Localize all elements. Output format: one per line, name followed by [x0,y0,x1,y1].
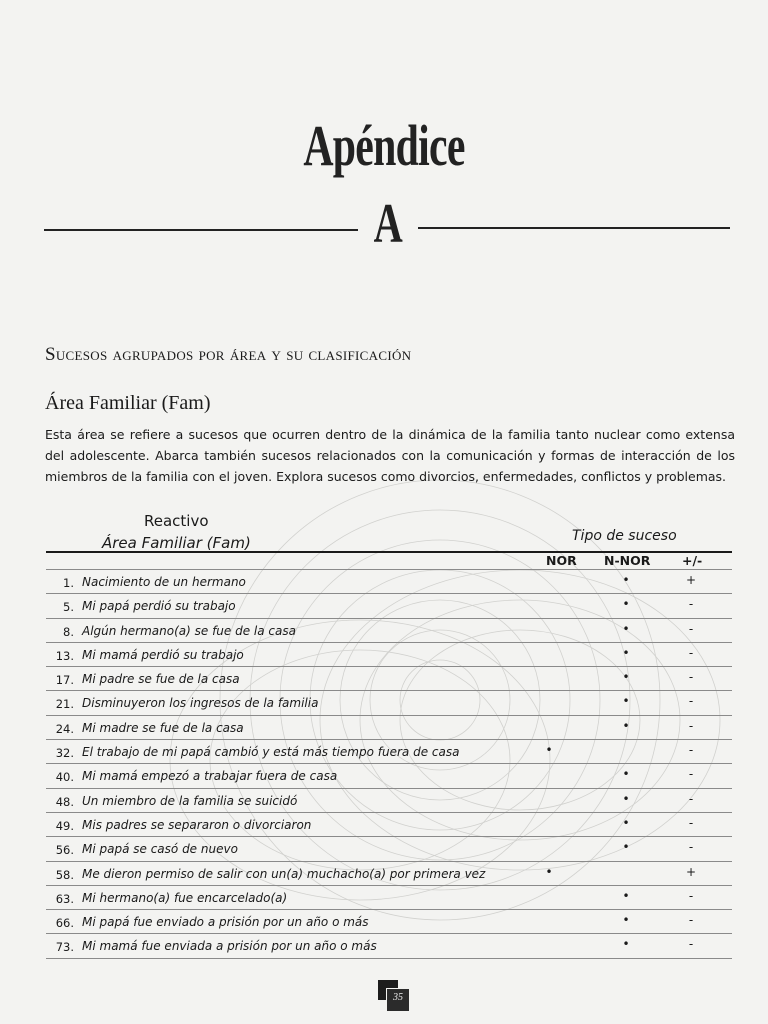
table-column-header [102,510,251,554]
table-row [46,618,732,642]
reactivo-label: Reactivo [144,512,209,530]
row-sign: - [688,840,694,855]
row-number: 40. [55,770,74,785]
table-row [46,788,732,812]
area-subheading: Área Familiar (Fam) [45,392,211,414]
row-number: 5. [63,600,74,615]
row-number: 13. [55,648,74,663]
row-number: 73. [55,940,74,955]
row-text: El trabajo de mi papá cambió y está más tiempo fuera de casa [82,745,460,760]
page-number-badge [378,980,410,1010]
table-row [46,933,732,958]
row-nnor-mark: • [622,840,630,855]
row-number: 24. [55,721,74,736]
row-sign: - [688,815,694,830]
row-nnor-mark: • [622,937,630,952]
event-table [46,569,732,959]
table-row [46,593,732,617]
row-number: 1. [63,576,74,590]
row-sign: + [685,573,697,587]
table-row [46,642,732,666]
row-text: Mi padre se fue de la casa [82,672,240,687]
row-nnor-mark: • [622,791,630,806]
row-number: 56. [55,843,74,858]
table-row [46,569,732,593]
row-sign: - [688,718,694,733]
event-type-header: Tipo de suceso [572,528,677,544]
table-row [46,861,732,885]
row-sign: - [688,645,694,660]
row-text: Mi madre se fue de la casa [82,720,244,735]
row-number: 66. [55,916,74,931]
table-row [46,715,732,739]
row-text: Mi papá se casó de nuevo [82,842,238,857]
row-text: Mi mamá fue enviada a prisión por un año o más [82,939,377,954]
row-sign: - [688,743,694,758]
row-text: Mi papá fue enviado a prisión por un año o más [82,915,369,930]
row-nnor-mark: • [622,621,630,636]
row-text: Mi mamá perdió su trabajo [82,647,244,662]
table-row [46,739,732,763]
table-row [46,812,732,836]
table-row [46,909,732,933]
row-sign: - [688,670,694,685]
row-nnor-mark: • [622,913,630,928]
row-nnor-mark: • [622,694,630,709]
row-nnor-mark: • [622,888,630,903]
row-number: 49. [55,818,74,833]
row-sign: - [688,621,694,636]
title-rule-right [418,227,730,229]
col-nor-header: NOR [546,553,577,568]
row-nor-mark: • [545,864,553,879]
section-heading: Sucesos agrupados por área y su clasificación [45,344,412,365]
row-text: Mi mamá empezó a trabajar fuera de casa [82,769,338,784]
row-text: Disminuyeron los ingresos de la familia [82,696,319,711]
page-number: 35 [393,992,403,1003]
row-sign: - [688,937,694,952]
intro-paragraph: Esta área se refiere a sucesos que ocurren dentro de la dinámica de la familia tanto nuclear como extensa del adolescente. Abarca también sucesos relacionados con la comunicación y formas de interacción de los miembros de la familia con el joven. Explora sucesos como divorcios, enfermedades, conflictos y problemas. [45,427,735,484]
appendix-title: Apéndice [303,113,465,178]
row-number: 21. [55,697,74,712]
row-nnor-mark: • [622,597,630,612]
row-number: 8. [63,624,74,639]
row-nnor-mark: • [622,767,630,782]
row-nnor-mark: • [622,573,630,587]
row-text: Mis padres se separaron o divorciaron [82,817,312,832]
row-text: Me dieron permiso de salir con un(a) muchacho(a) por primera vez [82,866,486,881]
title-rule-left [44,229,358,231]
row-number: 63. [55,891,74,906]
row-sign: - [688,888,694,903]
row-sign: + [685,864,697,879]
col-nnor-header: N-NOR [604,553,651,568]
col-sign-header: +/- [682,553,703,568]
table-row [46,763,732,787]
row-number: 58. [55,867,74,882]
row-sign: - [688,694,694,709]
row-text: Mi papá perdió su trabajo [82,599,236,614]
row-number: 17. [55,673,74,688]
row-text: Un miembro de la familia se suicidó [82,793,298,808]
area-label: Área Familiar (Fam) [102,534,251,552]
table-row [46,666,732,690]
row-nnor-mark: • [622,670,630,685]
row-sign: - [688,791,694,806]
row-text: Nacimiento de un hermano [82,575,246,589]
row-nnor-mark: • [622,718,630,733]
row-sign: - [688,597,694,612]
row-number: 32. [55,746,74,761]
row-sign: - [688,913,694,928]
row-nor-mark: • [545,743,553,758]
table-row [46,690,732,714]
row-nnor-mark: • [622,645,630,660]
table-row [46,885,732,909]
row-text: Mi hermano(a) fue encarcelado(a) [82,890,288,905]
row-number: 48. [55,794,74,809]
row-nnor-mark: • [622,815,630,830]
appendix-letter: A [373,193,403,255]
row-sign: - [688,767,694,782]
row-text: Algún hermano(a) se fue de la casa [82,623,296,638]
table-row [46,836,732,860]
